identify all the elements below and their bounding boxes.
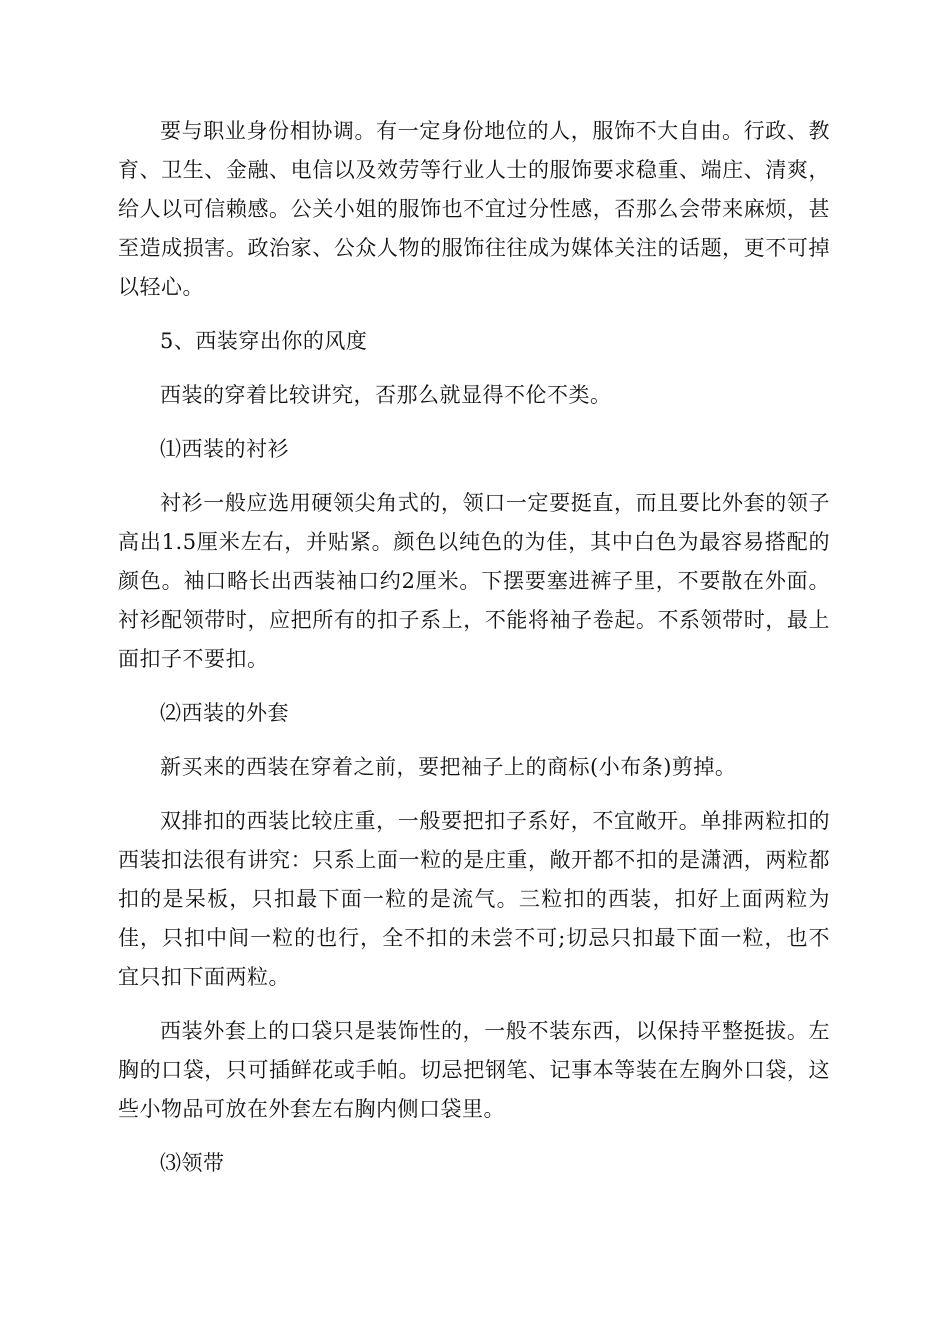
- paragraph-dress-identity: 要与职业身份相协调。有一定身份地位的人，服饰不大自由。行政、教育、卫生、金融、电信以及效劳等行业人士的服饰要求稳重、端庄、清爽，给人以可信赖感。公关小姐的服饰也不宜过分性感，否那么会带来麻烦，甚至造成损害。政治家、公众人物的服饰往往成为媒体关注的话题，更不可掉以轻心。: [118, 119, 830, 299]
- document-page: [118, 112, 830, 1198]
- paragraph-suit-intro: 西装的穿着比较讲究，否那么就显得不伦不类。: [160, 383, 612, 407]
- subheading-jacket: ⑵西装的外套: [160, 701, 289, 725]
- subheading-shirt: ⑴西装的衬衫: [160, 437, 289, 461]
- paragraph-buttons: 双排扣的西装比较庄重，一般要把扣子系好，不宜敞开。单排两粒扣的西装扣法很有讲究：只系上面一粒的是庄重，敞开都不扣的是潇洒，两粒都扣的是呆板，只扣最下面一粒的是流气。三粒扣的西装，扣好上面两粒为佳，只扣中间一粒的也行，全不扣的未尝不可;切忌只扣最下面一粒，也不宜只扣下面两粒。: [118, 809, 830, 989]
- paragraph-new-suit-label: 新买来的西装在穿着之前，要把袖子上的商标(小布条)剪掉。: [160, 755, 737, 779]
- section-heading-suit: 5、西装穿出你的风度: [160, 329, 368, 353]
- paragraph-pockets: 西装外套上的口袋只是装饰性的，一般不装东西，以保持平整挺拔。左胸的口袋，只可插鲜花或手帕。切忌把钢笔、记事本等装在左胸外口袋，这些小物品可放在外套左右胸内侧口袋里。: [118, 1019, 830, 1121]
- paragraph-shirt: 衬衫一般应选用硬领尖角式的，领口一定要挺直，而且要比外套的领子高出1.5厘米左右，并贴紧。颜色以纯色的为佳，其中白色为最容易搭配的颜色。袖口略长出西装袖口约2厘米。下摆要塞进裤子里，不要散在外面。衬衫配领带时，应把所有的扣子系上，不能将袖子卷起。不系领带时，最上面扣子不要扣。: [118, 491, 830, 671]
- subheading-tie: ⑶领带: [160, 1151, 225, 1175]
